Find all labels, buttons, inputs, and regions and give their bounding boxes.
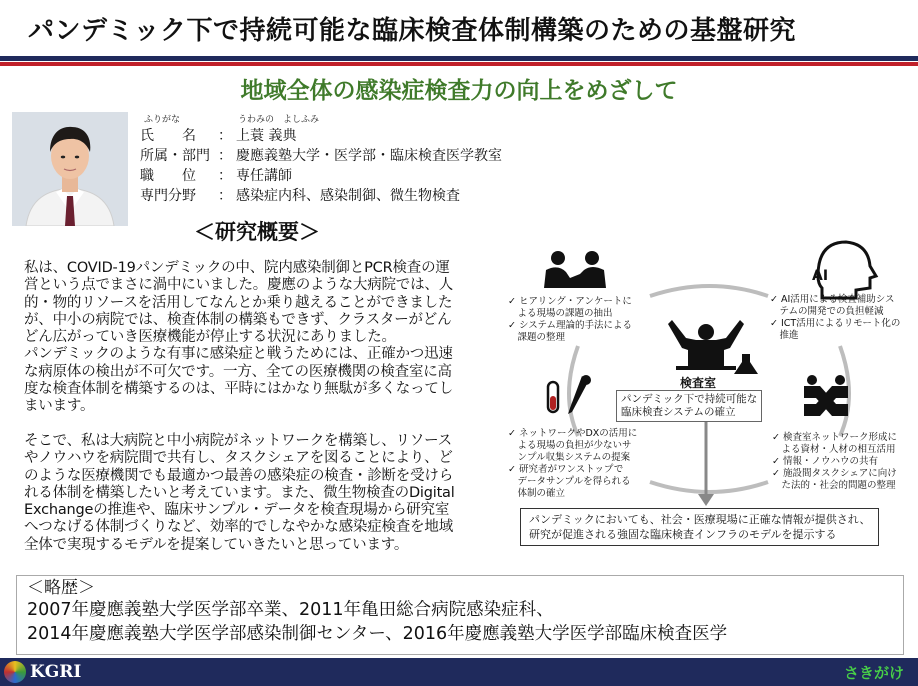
researcher-photo	[12, 112, 128, 226]
header-rule-red	[0, 62, 918, 66]
diagram-text-bottom-left: ✓ ネットワークやDXの活用に よる現場の負担が少ないサ ンプル収集システムの提案 ✓ 研究者がワンストップで データサンプルを得られる 体制の確立	[508, 428, 638, 499]
biography-line-2: 2014年慶應義塾大学医学部感染制御センター、2016年慶應義塾大学医学部臨床検査医学	[27, 624, 728, 644]
diagram-text-bottom-right: ✓ 検査室ネットワーク形成に よる資材・人材の相互活用 ✓ 情報・ノウハウの共有 ✓ 施設間タスクシェアに向け た法的・社会的問題の整理	[772, 432, 897, 491]
lab-worker-icon	[668, 320, 744, 370]
kgri-logo-icon	[4, 661, 26, 683]
diagram-text-top-right: ✓ AI活用による検査補助シス テムの開発での負担軽減 ✓ ICT活用によるリモート化の 推進	[770, 294, 901, 341]
profile-row-position	[140, 166, 620, 186]
profile-row-affiliation	[140, 146, 620, 166]
page-title: パンデミック下で持続可能な臨床検査体制構築のための基盤研究	[28, 16, 796, 46]
profile-value: 上蓑 義典	[236, 128, 297, 144]
biography-heading: ＜略歴＞	[27, 578, 95, 598]
profile-label: 所属・部門	[140, 148, 210, 164]
kgri-logo	[4, 660, 104, 684]
ai-icon-label: AI	[812, 268, 829, 284]
profile-label: 氏 名	[140, 128, 196, 144]
cycle-arc-bottom	[650, 482, 768, 492]
furigana-row	[140, 112, 620, 126]
page-subtitle: 地域全体の感染症検査力の向上をめざして	[240, 78, 678, 104]
furigana-label: ふりがな	[144, 115, 181, 125]
profile-label: 専門分野	[140, 188, 196, 204]
profile-row-name	[140, 126, 620, 146]
sakigake-tag: さきがけ	[843, 664, 904, 682]
profile-label: 職 位	[140, 168, 196, 184]
profile-colon: ：	[218, 128, 232, 144]
overview-heading: ＜研究概要＞	[194, 220, 320, 244]
profile-value: 慶應義塾大学・医学部・臨床検査医学教室	[236, 148, 502, 164]
biography-box	[16, 575, 904, 655]
lab-label: 検査室	[680, 376, 717, 390]
profile-row-specialty	[140, 186, 620, 206]
network-people-icon	[804, 375, 848, 416]
footer-bar	[0, 658, 918, 686]
profile-value: 感染症内科、感染制御、微生物検査	[236, 188, 460, 204]
title-bar	[0, 0, 918, 56]
center-goal-box: パンデミック下で持続可能な 臨床検査システムの確立	[616, 390, 762, 422]
test-tube-icon	[548, 382, 558, 412]
outcome-box: パンデミックにおいても、社会・医療現場に正確な情報が提供され、 研究が促進される強固な臨床検査インフラのモデルを提示する	[520, 508, 879, 546]
overview-body	[24, 260, 492, 571]
research-cycle-diagram	[500, 236, 918, 548]
profile-colon: ：	[218, 168, 232, 184]
profile-block	[140, 112, 620, 206]
diagram-text-top-left: ✓ ヒアリング・アンケートに よる現場の課題の抽出 ✓ システム理論的手法による 課題の整理	[508, 296, 633, 343]
furigana-name: うわみの よしふみ	[238, 115, 320, 125]
portrait-image	[12, 112, 128, 226]
meeting-icon	[544, 251, 606, 288]
down-arrow-head	[698, 494, 714, 506]
overview-paragraph-1: 私は、COVID-19パンデミックの中、院内感染制御とPCR検査の運 営という点でまさに渦中にいました。慶應のような大病院では、人 的・物的リソースを活用してなんとか乗り越えることができました が、中小の病院では、検査体制の構築もできず、クラスターがどん どん広がっていき医療機能が停止する状況にありました。 パンデミックのような有事に感染症と戦うためには、正確かつ迅速 な病原体の検出が不可欠です。一方、全ての医療機関の検査室に高 度な検査体制を構築するのは、平時にはかなり無駄が多くなってし まいます。	[24, 260, 453, 415]
kgri-logo-text: KGRI	[30, 662, 82, 682]
profile-value: 専任講師	[236, 168, 292, 184]
cycle-arc-top	[650, 286, 768, 296]
biography-line-1: 2007年慶應義塾大学医学部卒業、2011年亀田総合病院感染症科、	[27, 600, 554, 620]
header-rule-navy	[0, 56, 918, 61]
flask-icon	[734, 354, 758, 374]
overview-paragraph-2: そこで、私は大病院と中小病院がネットワークを構築し、リソース やノウハウを病院間で共有し、タスクシェアを図ることにより、ど のような医療機関でも最適かつ最善の感染症の検査・診断を受けら れる体制を構築したいと考えています。また、微生物検査のDigital Exchangeの推進や、臨床サンプル・データを検査現場から研究室 へつなげる体制づくりなど、効率的でしなやかな感染症検査を地域 全体で実現するモデルを提案していきたいと思っています。	[24, 432, 455, 553]
profile-colon: ：	[218, 148, 232, 164]
profile-colon: ：	[218, 188, 232, 204]
